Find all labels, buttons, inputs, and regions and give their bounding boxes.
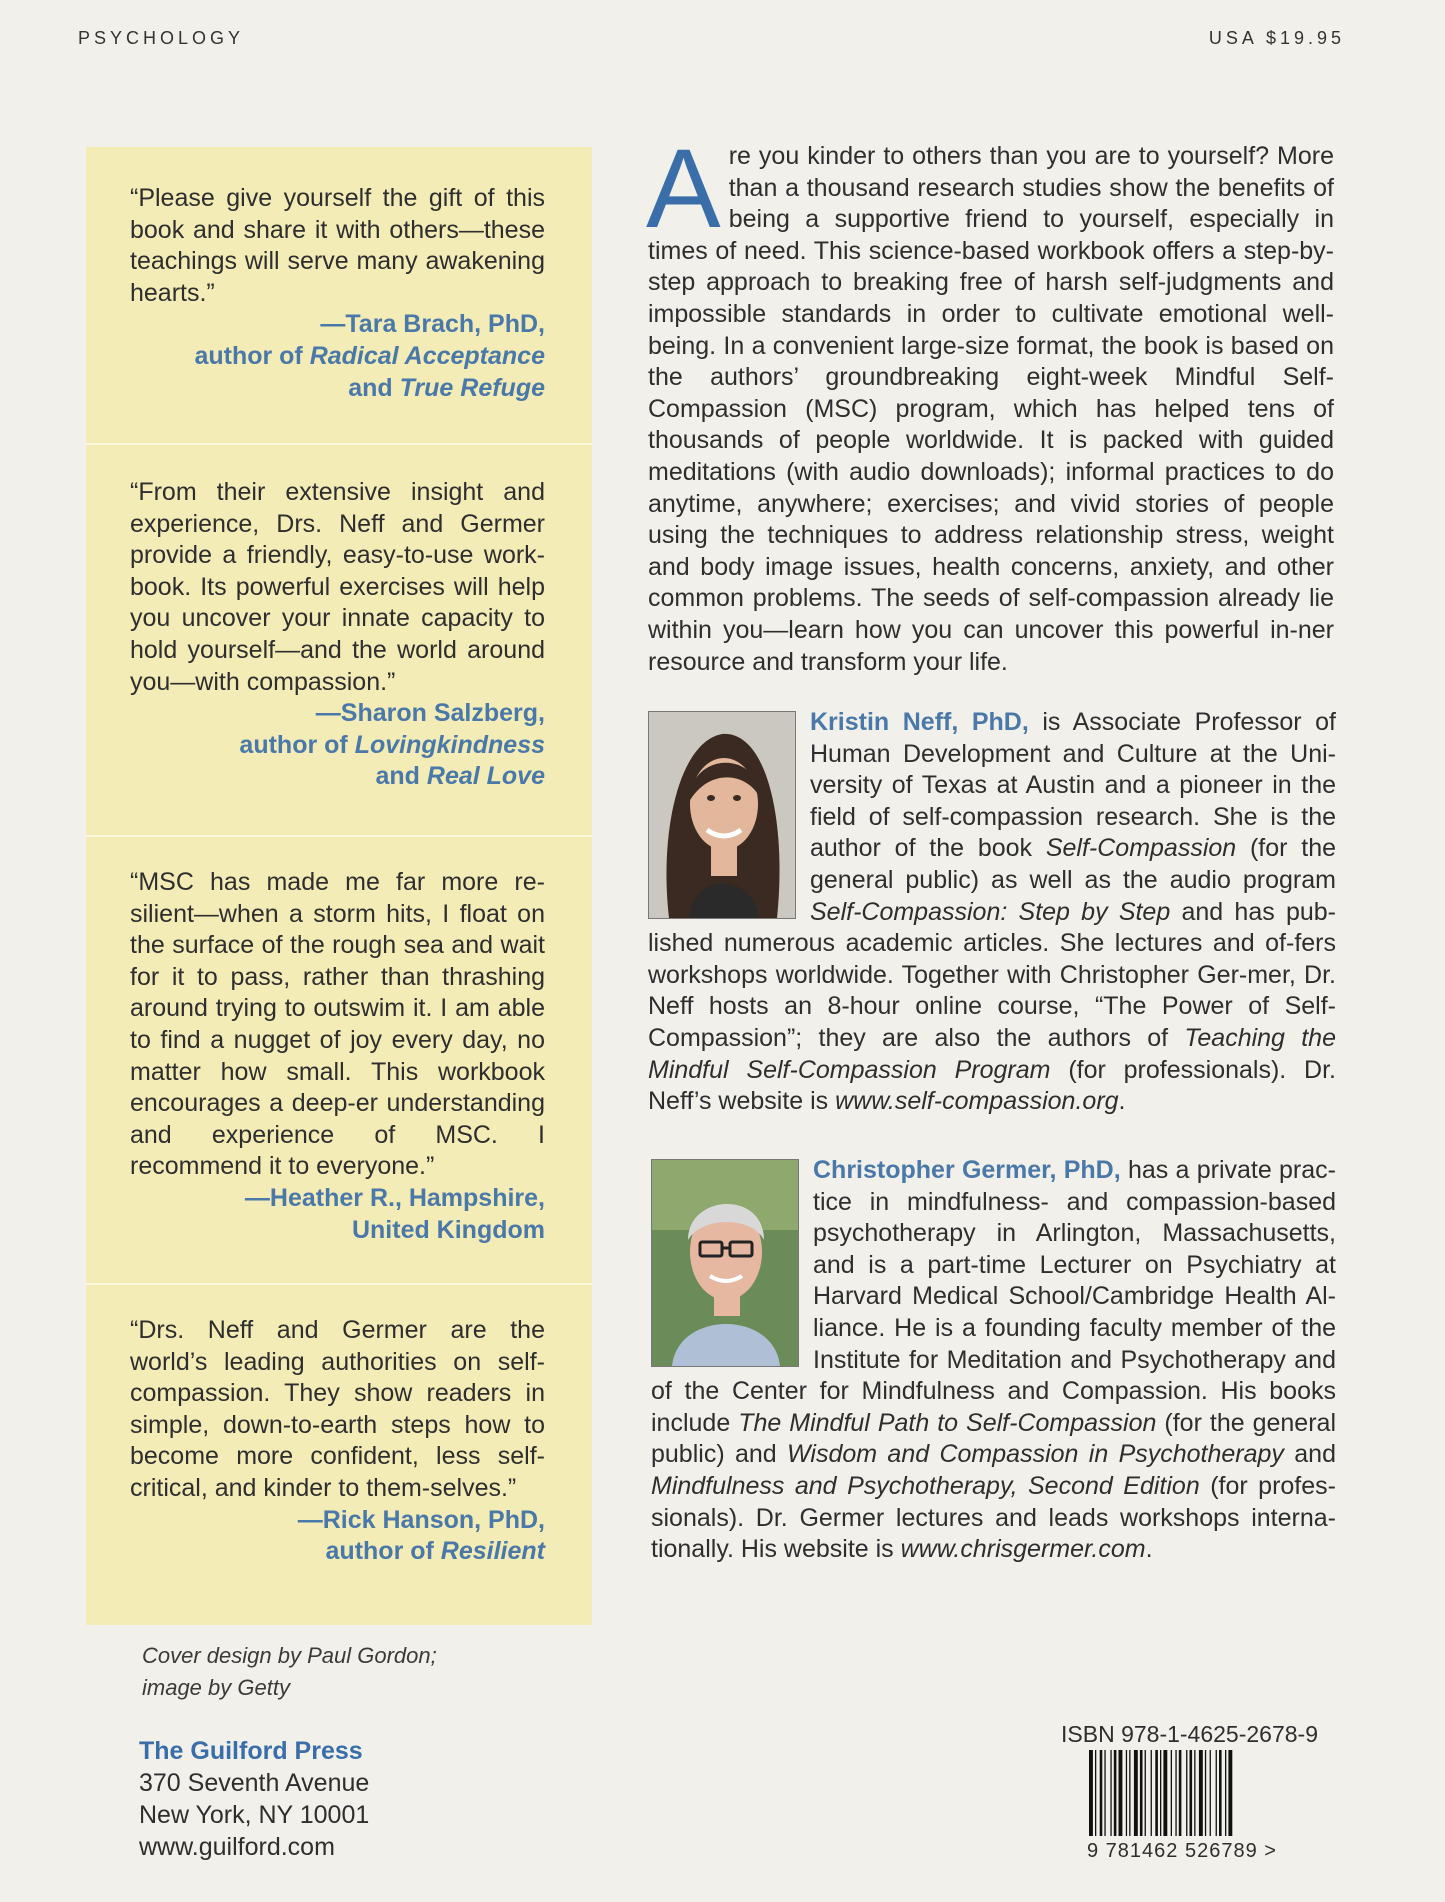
quote-attribution xyxy=(130,698,545,793)
quote-attribution xyxy=(130,309,545,404)
divider xyxy=(86,835,592,837)
isbn-label: ISBN 978-1-4625-2678-9 xyxy=(1061,1721,1318,1747)
attribution-name: —Sharon Salzberg, xyxy=(315,699,545,728)
barcode-icon xyxy=(1087,1750,1327,1836)
quote-text: “Please give yourself the gift of this book and share it with others—these teachings will serve many awakening hearts.” xyxy=(130,184,545,307)
cover-credit xyxy=(142,1640,437,1704)
credit-line: Cover design by Paul Gordon; xyxy=(142,1643,437,1668)
barcode-digits: 9 781462 526789 > xyxy=(1087,1840,1277,1862)
quote-attribution xyxy=(130,1183,545,1246)
endorsement-quote xyxy=(130,1315,545,1568)
endorsement-quote xyxy=(130,183,545,404)
attribution-name: —Rick Hanson, PhD, xyxy=(297,1505,545,1534)
price-label: USA $19.95 xyxy=(1208,28,1345,48)
attribution-title-line: author of Resilient xyxy=(325,1537,545,1566)
portrait-image xyxy=(652,1160,798,1366)
attribution-title-line: and True Refuge xyxy=(348,373,545,402)
endorsement-quote xyxy=(130,477,545,793)
author-photo-neff xyxy=(648,711,796,919)
attribution-title-line: author of Lovingkindness xyxy=(239,730,545,759)
drop-cap: A xyxy=(646,126,721,251)
category-label: PSYCHOLOGY xyxy=(78,28,245,48)
attribution-title-line: and Real Love xyxy=(375,762,545,791)
website-germer: www.chrisgermer.com xyxy=(900,1535,1146,1564)
attribution-location: United Kingdom xyxy=(351,1215,545,1244)
barcode xyxy=(1087,1750,1327,1836)
author-name: Kristin Neff, PhD, xyxy=(810,708,1029,736)
attribution-name: —Tara Brach, PhD, xyxy=(320,310,545,339)
divider xyxy=(86,443,592,445)
attribution-title-line: author of Radical Acceptance xyxy=(194,341,545,370)
portrait-image xyxy=(649,712,795,918)
quote-text: “Drs. Neff and Germer are the world’s leading authorities on self-compassion. They show readers in simple, down-to-earth steps how to become more confident, less self-critical, and kinder to them-selves.” xyxy=(130,1316,545,1502)
publisher-address: 370 Seventh Avenue xyxy=(139,1769,370,1797)
endorsement-quote xyxy=(130,867,545,1246)
author-bio-germer: Christopher Germer, PhD, has a private prac-tice in mindfulness- and compassion-based psychotherapy in Arlington, Massachusetts, and is a part-time Lecturer on Psychiatry at Harvard Medical School/Cambridge Health Al-liance. He is a founding faculty member of the Institute for Meditation and Psychotherapy and of the Center for Mindfulness and Compassion. His books include The Mindful Path to Self-Compassion (for the general public) and Wisdom and Compassion in Psychotherapy and Mindfulness and Psychotherapy, Second Edition (for profes-sionals). Dr. Germer lectures and leads workshops interna-tionally. His website is www.chrisgermer.com. xyxy=(651,1156,1336,1564)
publisher-address: New York, NY 10001 xyxy=(139,1801,370,1829)
endorsements-panel xyxy=(86,147,592,1625)
publisher-block xyxy=(139,1735,369,1863)
publisher-website: www.guilford.com xyxy=(139,1833,335,1861)
publisher-name: The Guilford Press xyxy=(139,1737,363,1765)
quote-text: “From their extensive insight and experience, Drs. Neff and Germer provide a friendly, easy-to-use work-book. Its powerful exercises will help you uncover your innate capacity to hold yourself—and the world around you—with compassion.” xyxy=(130,478,545,696)
book-description xyxy=(646,126,1334,678)
quote-text: “MSC has made me far more re-silient—when a storm hits, I float on the surface of the rough sea and wait for it to pass, rather than thrashing around trying to outswim it. I am able to find a nugget of joy every day, no matter how small. This workbook encourages a deep-er understanding and experience of MSC. I recommend it to everyone.” xyxy=(130,868,545,1181)
quote-attribution xyxy=(130,1505,545,1568)
credit-line: image by Getty xyxy=(142,1675,290,1700)
website-neff: www.self-compassion.org xyxy=(835,1087,1119,1116)
author-bio-neff: Kristin Neff, PhD, is Associate Professor of Human Development and Culture at the Uni-versity of Texas at Austin and a pioneer in the field of self-compassion research. She is the author of the book Self-Compassion (for the general public) as well as the audio program Self-Compassion: Step by Step and has pub-lished numerous academic articles. She lectures and of-fers workshops worldwide. Together with Christopher Ger-mer, Dr. Neff hosts an 8-hour online course, “The Power of Self-Compassion”; they are also the authors of Teaching the Mindful Self-Compassion Program (for professionals). Dr. Neff’s website is www.self-compassion.org. xyxy=(648,708,1337,1116)
author-name: Christopher Germer, PhD, xyxy=(813,1156,1121,1184)
description-text: re you kinder to others than you are to yourself? More than a thousand research studies show the benefits of being a supportive friend to yourself, especially in times of need. This science-based workbook offers a step-by-step approach to breaking free of harsh self-judgments and impossible standards in order to cultivate emotional well-being. In a convenient large-size format, the book is based on the authors’ groundbreaking eight-week Mindful Self-Compassion (MSC) program, which has helped tens of thousands of people worldwide. It is packed with guided meditations (with audio downloads); informal practices to do anytime, anywhere; exercises; and vivid stories of people using the techniques to address relationship stress, weight and body image issues, health concerns, anxiety, and other common problems. The seeds of self-compassion already lie within you—learn how you can uncover this powerful in-ner resource and transform your life. xyxy=(648,142,1334,676)
attribution-name: —Heather R., Hampshire, xyxy=(244,1183,545,1212)
divider xyxy=(86,1283,592,1285)
author-photo-germer xyxy=(651,1159,799,1367)
